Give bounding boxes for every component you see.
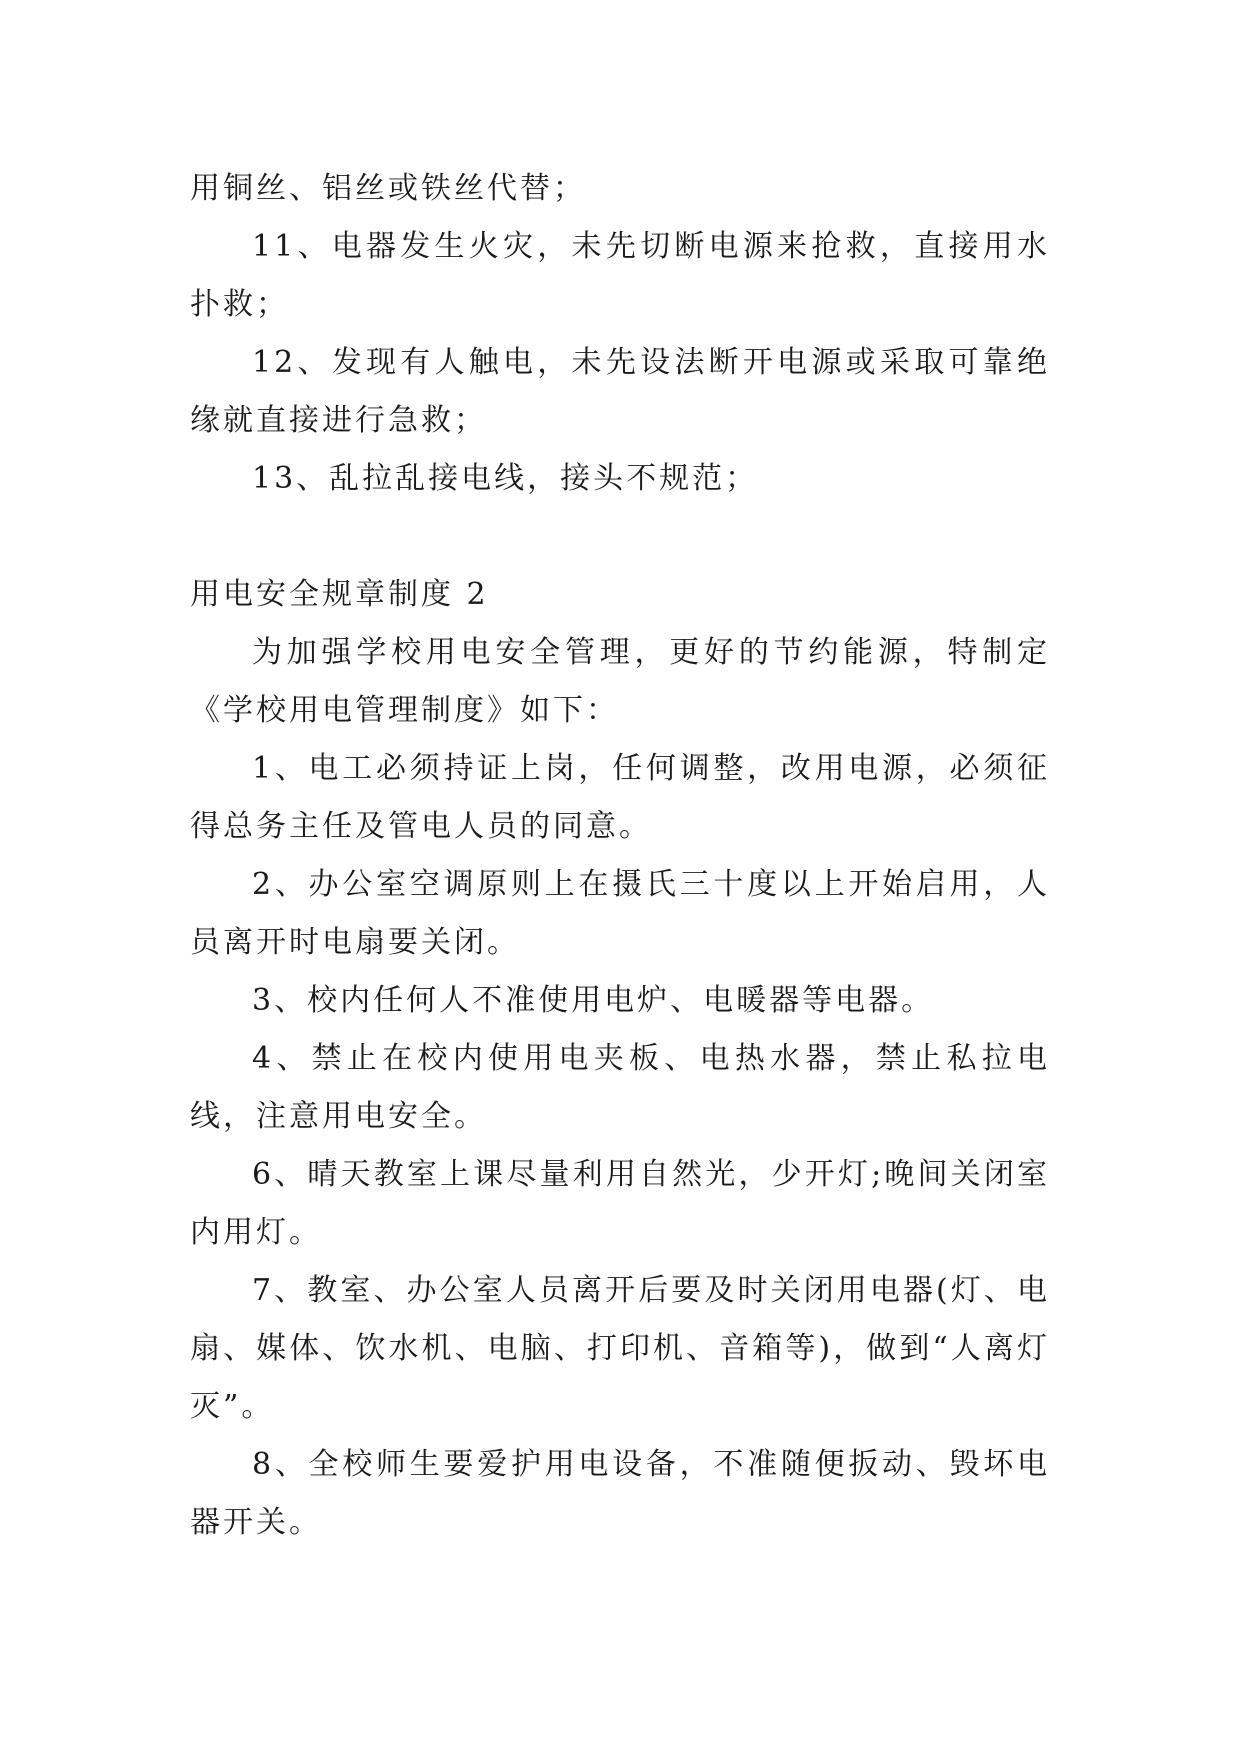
rule-item-2: 2、办公室空调原则上在摄氏三十度以上开始启用，人员离开时电扇要关闭。 <box>190 867 1050 960</box>
list-item-11: 11、电器发生火灾，未先切断电源来抢救，直接用水扑救； <box>190 229 1050 322</box>
rule-item-7: 7、教室、办公室人员离开后要及时关闭用电器(灯、电扇、媒体、饮水机、电脑、打印机、音箱等)，做到“人离灯灭”。 <box>190 1273 1050 1424</box>
rule-item-8: 8、全校师生要爱护用电设备，不准随便扳动、毁坏电器开关。 <box>190 1447 1050 1540</box>
document-page <box>190 160 1050 1552</box>
rule-item-6: 6、晴天教室上课尽量利用自然光，少开灯;晚间关闭室内用灯。 <box>190 1157 1050 1250</box>
section-title: 用电安全规章制度 2 <box>190 577 489 612</box>
intro-paragraph: 为加强学校用电安全管理，更好的节约能源，特制定《学校用电管理制度》如下： <box>190 635 1050 728</box>
list-item-13: 13、乱拉乱接电线，接头不规范； <box>252 461 759 496</box>
rule-item-3: 3、校内任何人不准使用电炉、电暖器等电器。 <box>252 983 935 1018</box>
continuation-text: 用铜丝、铝丝或铁丝代替； <box>190 171 586 206</box>
rule-item-4: 4、禁止在校内使用电夹板、电热水器，禁止私拉电线，注意用电安全。 <box>190 1041 1050 1134</box>
list-item-12: 12、发现有人触电，未先设法断开电源或采取可靠绝缘就直接进行急救； <box>190 345 1050 438</box>
rule-item-1: 1、电工必须持证上岗，任何调整，改用电源，必须征得总务主任及管电人员的同意。 <box>190 751 1050 844</box>
